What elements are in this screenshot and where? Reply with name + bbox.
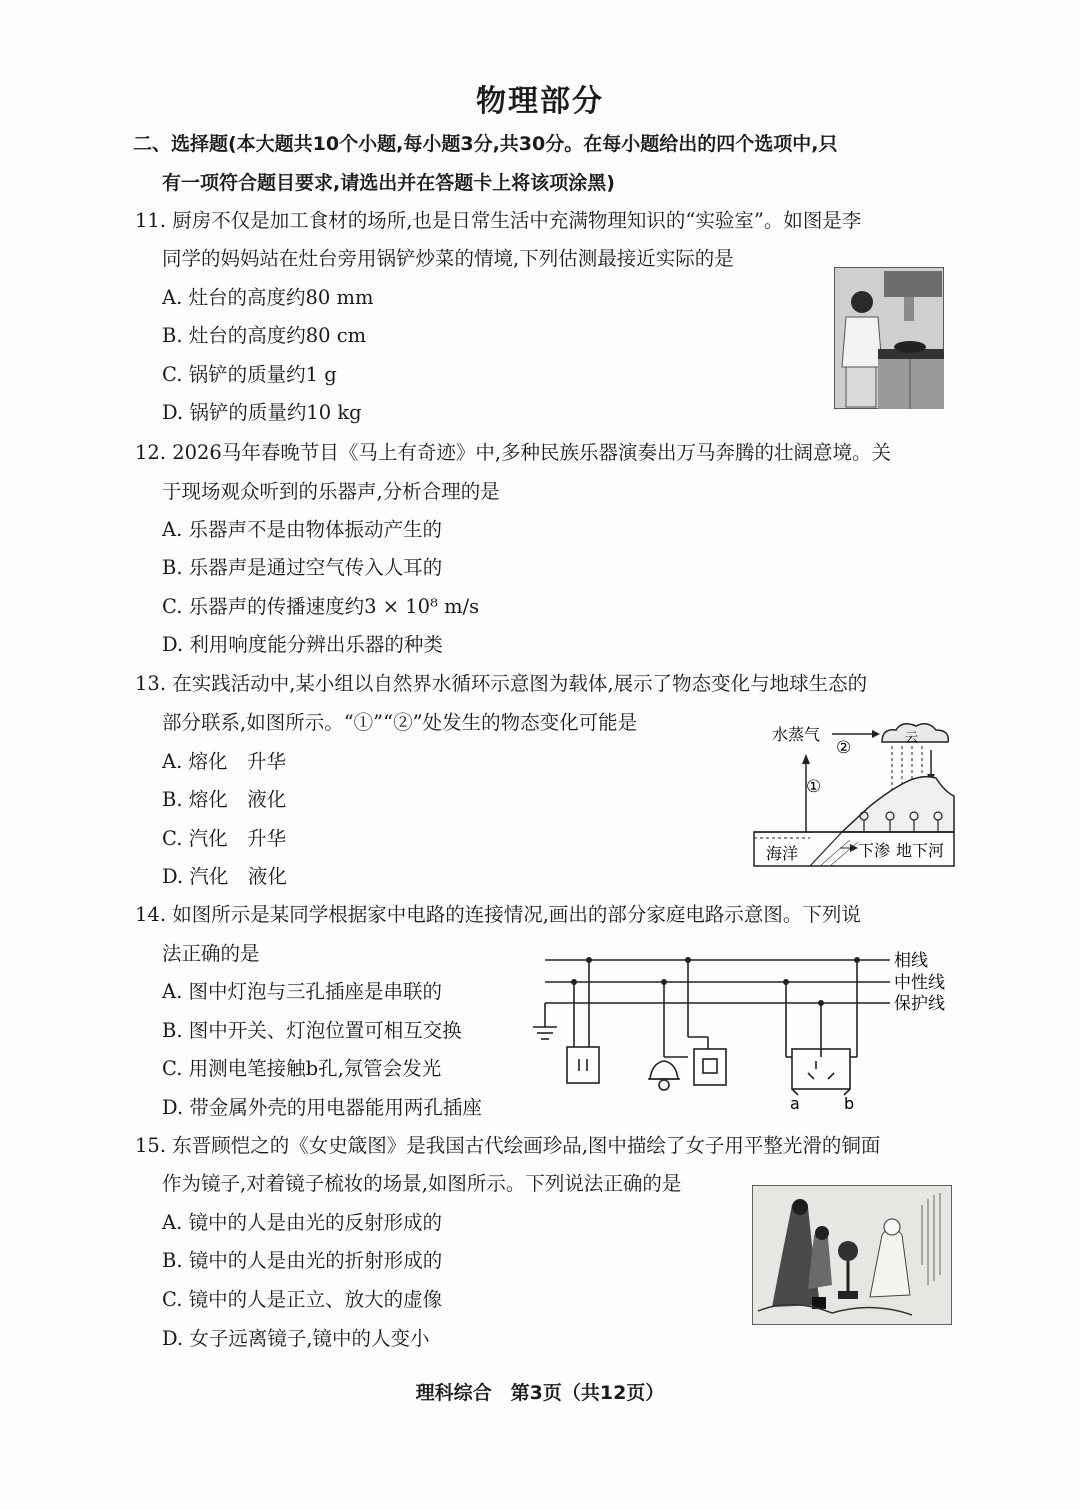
q12-option-c: C. 乐器声的传播速度约3 × 10⁸ m/s (162, 595, 480, 618)
neutral-wire-label: 中性线 (894, 973, 945, 993)
painting-image (752, 1185, 952, 1325)
q13-option-c: C. 汽化 升华 (162, 827, 287, 850)
live-wire-label: 相线 (894, 951, 928, 971)
ground-wire-label: 保护线 (894, 994, 945, 1014)
page-footer: 理科综合 第3页（共12页） (415, 1382, 665, 1404)
section-heading-line2: 有一项符合题目要求,请选出并在答题卡上将该项涂黑) (162, 172, 615, 194)
q12-stem-line1: 12. 2026马年春晚节目《马上有奇迹》中,多种民族乐器演奏出万马奔腾的壮阔意境。关 (135, 441, 892, 464)
q14-option-b: B. 图中开关、灯泡位置可相互交换 (162, 1019, 462, 1042)
q15-option-a: A. 镜中的人是由光的反射形成的 (162, 1211, 442, 1234)
q13-option-a: A. 熔化 升华 (162, 750, 286, 773)
q14-option-c: C. 用测电笔接触b孔,氖管会发光 (162, 1057, 442, 1080)
q11-option-a: A. 灶台的高度约80 mm (162, 286, 374, 309)
hole-b-label: b (844, 1094, 855, 1113)
section-heading-line1: 二、选择题(本大题共10个小题,每小题3分,共30分。在每小题给出的四个选项中,只 (133, 133, 838, 155)
q13-option-d: D. 汽化 液化 (162, 865, 287, 888)
kitchen-photo (834, 267, 944, 409)
cloud-label: 云 (905, 731, 919, 746)
q12-stem-line2: 于现场观众听到的乐器声,分析合理的是 (162, 480, 500, 503)
q13-stem-line1: 13. 在实践活动中,某小组以自然界水循环示意图为载体,展示了物态变化与地球生态的 (135, 672, 868, 695)
mark-2-label: ② (836, 738, 852, 758)
q13-stem-line2: 部分联系,如图所示。“①”“②”处发生的物态变化可能是 (162, 711, 638, 734)
q12-option-a: A. 乐器声不是由物体振动产生的 (162, 518, 442, 541)
q15-option-b: B. 镜中的人是由光的折射形成的 (162, 1249, 443, 1272)
q11-stem-line2: 同学的妈妈站在灶台旁用锅铲炒菜的情境,下列估测最接近实际的是 (162, 247, 734, 270)
river-label: 地下河 (896, 841, 945, 860)
q14-option-a: A. 图中灯泡与三孔插座是串联的 (162, 980, 442, 1003)
q12-option-d: D. 利用响度能分辨出乐器的种类 (162, 633, 443, 656)
q14-stem-line1: 14. 如图所示是某同学根据家中电路的连接情况,画出的部分家庭电路示意图。下列说 (135, 903, 861, 926)
q11-option-d: D. 锅铲的质量约10 kg (162, 401, 362, 424)
vapor-label: 水蒸气 (772, 725, 821, 744)
seep-label: 下渗 (858, 841, 891, 860)
page-title: 物理部分 (476, 84, 604, 119)
q13-option-b: B. 熔化 液化 (162, 788, 287, 811)
q11-option-b: B. 灶台的高度约80 cm (162, 324, 367, 347)
water-cycle-diagram (750, 720, 955, 870)
q14-stem-line2: 法正确的是 (162, 942, 260, 965)
q11-option-c: C. 锅铲的质量约1 g (162, 363, 337, 386)
q15-option-c: C. 镜中的人是正立、放大的虚像 (162, 1288, 443, 1311)
q15-option-d: D. 女子远离镜子,镜中的人变小 (162, 1327, 430, 1350)
q15-stem-line2: 作为镜子,对着镜子梳妆的场景,如图所示。下列说法正确的是 (162, 1172, 682, 1195)
mark-1-label: ① (806, 777, 822, 797)
q11-stem-line1: 11. 厨房不仅是加工食材的场所,也是日常生活中充满物理知识的“实验室”。如图是李 (135, 209, 862, 232)
hole-a-label: a (790, 1094, 800, 1113)
q12-option-b: B. 乐器声是通过空气传入人耳的 (162, 556, 443, 579)
circuit-diagram (530, 945, 955, 1115)
ocean-label: 海洋 (766, 844, 799, 863)
q14-option-d: D. 带金属外壳的用电器能用两孔插座 (162, 1096, 482, 1119)
q15-stem-line1: 15. 东晋顾恺之的《女史箴图》是我国古代绘画珍品,图中描绘了女子用平整光滑的铜面 (135, 1134, 881, 1157)
